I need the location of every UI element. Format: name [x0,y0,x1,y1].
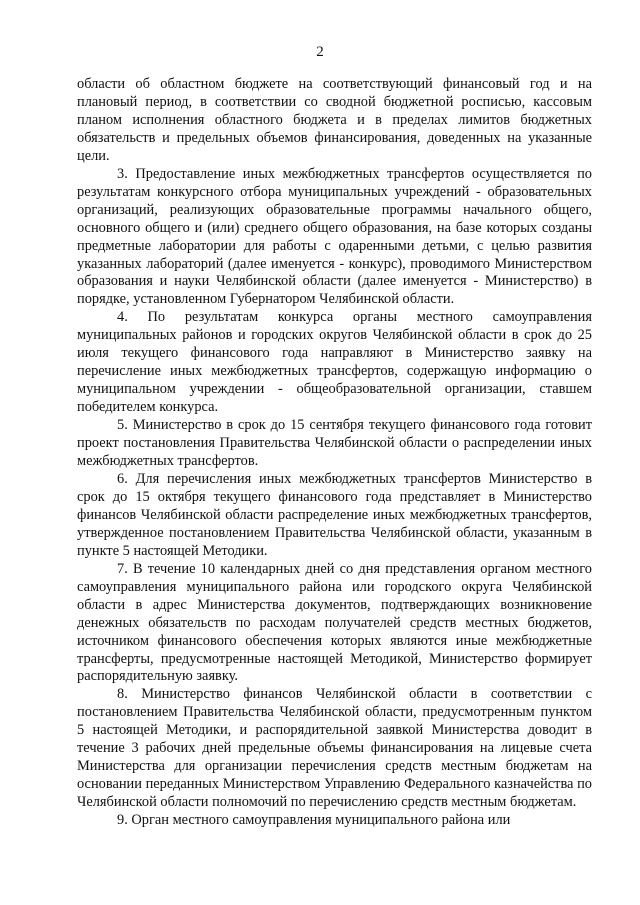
page-number: 2 [316,44,324,60]
paragraph-item-5: 5. Министерство в срок до 15 сентября текущего финансового года готовит проект постановления Правительства Челябинской области о распределении иных межбюджетных трансфертов. [77,417,592,470]
paragraph-item-8: 8. Министерство финансов Челябинской области в соответствии с постановлением Правительства Челябинской области, предусмотренным пунктом 5 настоящей Методики, и распорядительной заявкой Министерства доводит в течение 3 рабочих дней предельные объемы финансирования на лицевые счета Министерства для организации перечисления средств местным бюджетам на основании переданных Министерством Управлению Федерального казначейства по Челябинской области полномочий по перечислению средств местным бюджетам. [77,686,592,811]
paragraph-item-9: 9. Орган местного самоуправления муниципального района или [117,812,511,829]
document-body [77,76,592,830]
paragraph-continuation: области об областном бюджете на соответствующий финансовый год и на плановый период, в соответствии со сводной бюджетной росписью, кассовым планом исполнения областного бюджета и в пределах лимитов бюджетных обязательств и предельных объемов финансирования, доведенных на указанные цели. [77,76,592,164]
paragraph-item-4: 4. По результатам конкурса органы местного самоуправления муниципальных районов и городских округов Челябинской области в срок до 25 июля текущего финансового года направляют в Министерство заявку на перечисление иных межбюджетных трансфертов, содержащую информацию о муниципальном учреждении - общеобразовательной организации, ставшем победителем конкурса. [77,309,592,416]
paragraph-item-3: 3. Предоставление иных межбюджетных трансфертов осуществляется по результатам конкурсного отбора муниципальных учреждений - образовательных организаций, реализующих образовательные программы начального общего, основного общего и (или) среднего общего образования, на базе которых созданы предметные лаборатории для работы с одаренными детьми, с целью развития указанных лабораторий (далее именуется - конкурс), проводимого Министерством образования и науки Челябинской области (далее именуется - Министерство) в порядке, установленном Губернатором Челябинской области. [77,165,592,308]
paragraph-item-7: 7. В течение 10 календарных дней со дня представления органом местного самоуправления муниципального района или городского округа Челябинской области в адрес Министерства документов, подтверждающих возникновение денежных обязательств по расходам получателей средств местных бюджетов, источником финансового обеспечения которых являются иные межбюджетные трансферты, предусмотренные настоящей Методикой, Министерство формирует распорядительную заявку. [77,560,592,685]
paragraph-item-6: 6. Для перечисления иных межбюджетных трансфертов Министерство в срок до 15 октября текущего финансового года представляет в Министерство финансов Челябинской области распределение иных межбюджетных трансфертов, утвержденное постановлением Правительства Челябинской области, указанным в пункте 5 настоящей Методики. [77,470,592,559]
